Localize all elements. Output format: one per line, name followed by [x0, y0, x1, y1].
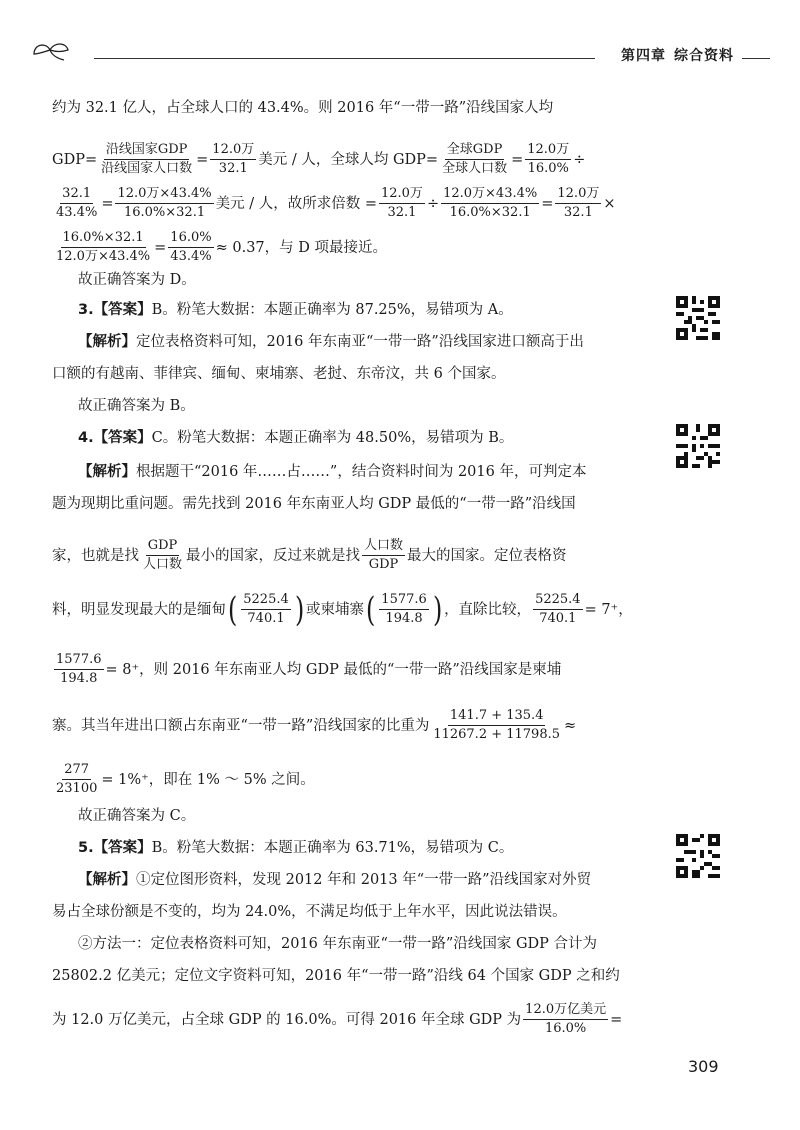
text-line: ②方法一：定位表格资料可知，2016 年东南亚“一带一路”沿线国家 GDP 合计为	[78, 936, 598, 952]
text-line: 约为 32.1 亿人，占全球人口的 43.4%。则 2016 年“一带一路”沿线国家人均	[52, 100, 554, 116]
fraction: $\frac{\text{12.0万}}{32.1}$	[380, 186, 423, 220]
formula-line: $\frac{32.1}{43.4\%}$ = $\frac{\text{12.0万×43.4\%}}{16.0\%\times 32.1}$ 美元 / 人，故所求倍数 = $\frac{\text{12.0万}}{32.1}$ ÷ $\frac{\text{12.0万×43.4\%}}{16.0\%\times 32.1}$ = $\frac{\text{12.0万}}{32.1}$ ×	[56, 186, 616, 220]
qr-code-icon[interactable]	[676, 834, 720, 878]
q5-answer: 5.【答案】 B。粉笔大数据：本题正确率为 63.71%，易错项为 C。	[78, 840, 514, 856]
formula-line: GDP= $\frac{\text{沿线国家GDP}}{\text{沿线国家人口数}}$ = $\frac{\text{12.0万}}{32.1}$ 美元 / 人，全球人均 GDP= $\frac{\text{全球GDP}}{\text{全球人口数}}$ = $\frac{\text{12.0万}}{16.0\%}$ ÷	[52, 142, 586, 176]
fraction: $\frac{5225.4}{740.1}$	[243, 592, 289, 626]
q4-answer: 4.【答案】 C。粉笔大数据：本题正确率为 48.50%，易错项为 B。	[78, 430, 514, 446]
text-line: 题为现期比重问题。需先找到 2016 年东南亚人均 GDP 最低的“一带一路”沿线国	[52, 496, 576, 512]
fraction: $\frac{\text{12.0万亿美元}}{16.0\%}$	[525, 1002, 607, 1036]
formula-line: $\frac{16.0\%\times 32.1}{\text{12.0万×43.4\%}}$ = $\frac{16.0\%}{43.4\%}$ ≈ 0.37，与 D 项最接近。	[56, 230, 387, 264]
text-line: 25802.2 亿美元；定位文字资料可知，2016 年“一带一路”沿线 64 个国家 GDP 之和约	[52, 968, 620, 984]
page-header	[30, 38, 770, 68]
text-line: 口额的有越南、菲律宾、缅甸、柬埔寨、老挝、东帝汶，共 6 个国家。	[52, 366, 506, 382]
chapter-label: 第四章	[621, 48, 666, 64]
formula-line: 家，也就是找 $\frac{\text{GDP}}{\text{人口数}}$ 最小的国家，反过来就是找 $\frac{\text{人口数}}{\text{GDP}}$ 最大的国家。定位表格资	[52, 538, 567, 572]
header-rule-right	[742, 58, 770, 59]
fraction: $\frac{141.7 + 135.4}{11267.2 + 11798.5}$	[433, 708, 561, 742]
fraction: $\frac{\text{人口数}}{\text{GDP}}$	[364, 538, 404, 572]
q4-analysis: 【解析】 根据题干“2016 年……占……”，结合资料时间为 2016 年，可判定本	[78, 464, 587, 480]
sprout-logo-icon	[30, 38, 76, 64]
fraction: $\frac{16.0\%\times 32.1}{\text{12.0万×43.4\%}}$	[56, 230, 151, 264]
fraction: $\frac{\text{12.0万}}{32.1}$	[557, 186, 600, 220]
fraction: $\frac{1577.6}{194.8}$	[381, 592, 427, 626]
formula-line: $\frac{277}{23100}$ = 1%⁺，即在 1% ～ 5% 之间。	[56, 762, 315, 796]
fraction: $\frac{1577.6}{194.8}$	[56, 652, 102, 686]
formula-line: 料，明显发现最大的是缅甸 ( $\frac{5225.4}{740.1}$ ) 或柬埔寨 ( $\frac{1577.6}{194.8}$ ) ，直除比较， $\frac{5225.4}{740.1}$ = 7⁺，	[52, 589, 633, 630]
q3-analysis: 【解析】 定位表格资料可知，2016 年东南亚“一带一路”沿线国家进口额高于出	[78, 334, 584, 350]
answer-line: 故正确答案为 B。	[78, 398, 195, 414]
fraction: $\frac{\text{全球GDP}}{\text{全球人口数}}$	[442, 142, 508, 176]
section-label: 综合资料	[674, 48, 734, 64]
formula-line: 为 12.0 万亿美元，占全球 GDP 的 16.0%。可得 2016 年全球 GDP 为 $\frac{\text{12.0万亿美元}}{16.0\%}$ =	[52, 1002, 623, 1036]
text-line: 易占全球份额是不变的，均为 24.0%，不满足均低于上年水平，因此说法错误。	[52, 904, 567, 920]
qr-code-icon[interactable]	[676, 424, 720, 468]
q5-analysis: 【解析】 ①定位图形资料，发现 2012 年和 2013 年“一带一路”沿线国家对外贸	[78, 872, 592, 888]
qr-code-icon[interactable]	[676, 296, 720, 340]
q3-answer: 3.【答案】 B。粉笔大数据：本题正确率为 87.25%，易错项为 A。	[78, 302, 513, 318]
fraction: $\frac{\text{GDP}}{\text{人口数}}$	[143, 538, 183, 572]
answer-line: 故正确答案为 C。	[78, 808, 196, 824]
fraction: $\frac{\text{12.0万}}{16.0\%}$	[527, 142, 570, 176]
page-number: 309	[688, 1057, 719, 1076]
fraction: $\frac{32.1}{43.4\%}$	[56, 186, 98, 220]
fraction: $\frac{\text{12.0万×43.4\%}}{16.0\%\times 32.1}$	[443, 186, 538, 220]
fraction: $\frac{5225.4}{740.1}$	[535, 592, 581, 626]
fraction: $\frac{\text{沿线国家GDP}}{\text{沿线国家人口数}}$	[101, 142, 193, 176]
answer-line: 故正确答案为 D。	[78, 272, 196, 288]
header-rule	[94, 58, 595, 59]
fraction: $\frac{277}{23100}$	[56, 762, 98, 796]
fraction: $\frac{\text{12.0万×43.4\%}}{16.0\%\times 32.1}$	[117, 186, 212, 220]
formula-line: 寨。其当年进出口额占东南亚“一带一路”沿线国家的比重为 $\frac{141.7 + 135.4}{11267.2 + 11798.5}$ ≈	[52, 708, 577, 742]
fraction: $\frac{16.0\%}{43.4\%}$	[170, 230, 212, 264]
formula-line: $\frac{1577.6}{194.8}$ = 8⁺，则 2016 年东南亚人均 GDP 最低的“一带一路”沿线国家是柬埔	[56, 652, 562, 686]
fraction: $\frac{\text{12.0万}}{32.1}$	[212, 142, 255, 176]
